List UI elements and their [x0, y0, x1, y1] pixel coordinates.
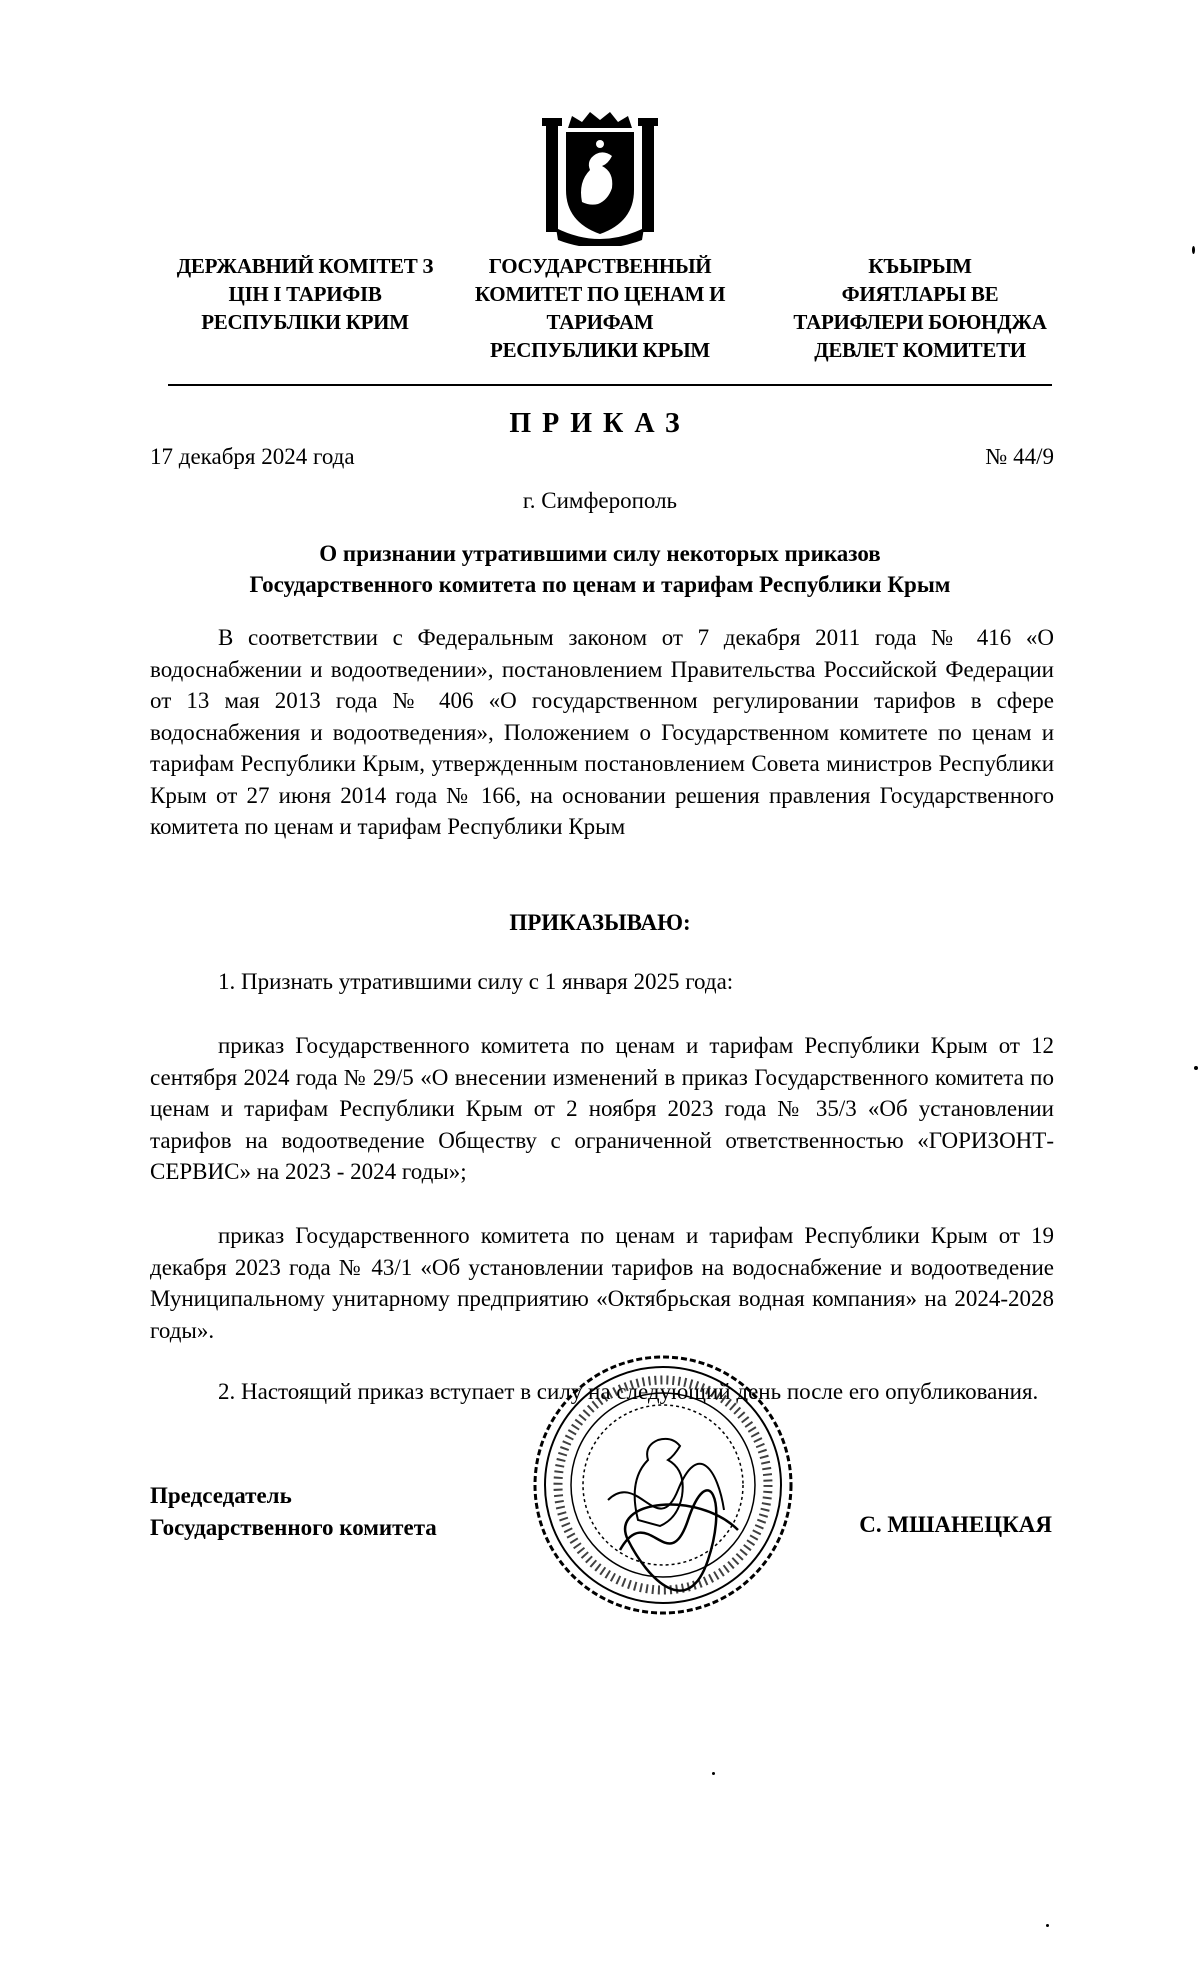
subject-line: Государственного комитета по ценам и тарифам Республики Крым: [249, 572, 951, 597]
header-ru-line: ГОСУДАРСТВЕННЫЙ: [488, 254, 712, 278]
header-ua-line: РЕСПУБЛІКИ КРИМ: [201, 310, 409, 334]
document-date: 17 декабря 2024 года: [150, 444, 355, 469]
header-ua-line: ЦІН І ТАРИФІВ: [228, 282, 382, 306]
document-title: ПРИКАЗ: [509, 408, 691, 439]
header-crh-line: КЪЫРЫМ: [868, 254, 972, 278]
header-divider: [168, 384, 1052, 386]
header-crh-line: ФИЯТЛАРЫ ВЕ: [841, 282, 999, 306]
document-city: г. Симферополь: [522, 488, 678, 513]
crimea-coat-of-arms-icon: [542, 110, 658, 246]
header-ua-line: ДЕРЖАВНИЙ КОМІТЕТ З: [176, 254, 434, 278]
order-word: ПРИКАЗЫВАЮ:: [509, 910, 691, 935]
order-item-1-sub-a: приказ Государственного комитета по ценам и тарифам Республики Крым от 12 сентября 2024 года № 29/5 «О внесении изменений в приказ Государственного комитета по ценам и тарифам Республики Крым от 2 ноября 2023 года № 35/3 «Об установлении тарифов на водоотведение Обществу с ограниченной ответственностью «ГОРИЗОНТ-СЕРВИС» на 2023 - 2024 годы»;: [150, 1033, 1054, 1184]
signer-name: С. МШАНЕЦКАЯ: [859, 1512, 1052, 1537]
scan-mark: [712, 1772, 715, 1775]
header-crh-line: ДЕВЛЕТ КОМИТЕТИ: [814, 338, 1026, 362]
signature-title-line: Председатель: [150, 1483, 292, 1508]
signature-title: [150, 1480, 437, 1544]
order-item-1-sub-b: приказ Государственного комитета по ценам и тарифам Республики Крым от 19 декабря 2023 года № 43/1 «Об установлении тарифов на водоснабжение и водоотведение Муниципальному унитарному предприятию «Октябрьская водная компания» на 2024-2028 годы».: [150, 1223, 1054, 1343]
header-ru-line: РЕСПУБЛИКИ КРЫМ: [490, 338, 710, 362]
subject-line: О признании утратившими силу некоторых приказов: [319, 541, 881, 566]
header-ru-line: КОМИТЕТ ПО ЦЕНАМ И: [474, 282, 726, 306]
header-ru-line: ТАРИФАМ: [546, 310, 654, 334]
scan-mark: [1194, 1066, 1198, 1070]
scan-mark: [1046, 1924, 1049, 1927]
order-item-1: 1. Признать утратившими силу с 1 января 2025 года:: [218, 969, 734, 994]
preamble-paragraph: В соответствии с Федеральным законом от 7 декабря 2011 года № 416 «О водоснабжении и водоотведении», постановлением Правительства Российской Федерации от 13 мая 2013 года № 406 «О государственном регулировании тарифов в сфере водоснабжения и водоотведения», Положением о Государственном комитете по ценам и тарифам Республики Крым, утвержденным постановлением Совета министров Республики Крым от 27 июня 2014 года № 166, на основании решения правления Государственного комитета по ценам и тарифам Республики Крым: [150, 625, 1054, 839]
header-ukrainian: [150, 252, 460, 336]
document-number: № 44/9: [985, 444, 1054, 469]
header-crimean-tatar: [770, 252, 1070, 364]
signature-title-line: Государственного комитета: [150, 1515, 437, 1540]
order-item-2: 2. Настоящий приказ вступает в силу на следующий день после его опубликования.: [218, 1379, 1039, 1404]
scan-mark: [1192, 246, 1195, 254]
header-crh-line: ТАРИФЛЕРИ БОЮНДЖА: [793, 310, 1047, 334]
header-russian: [450, 252, 750, 364]
document-subject: [150, 538, 1050, 600]
